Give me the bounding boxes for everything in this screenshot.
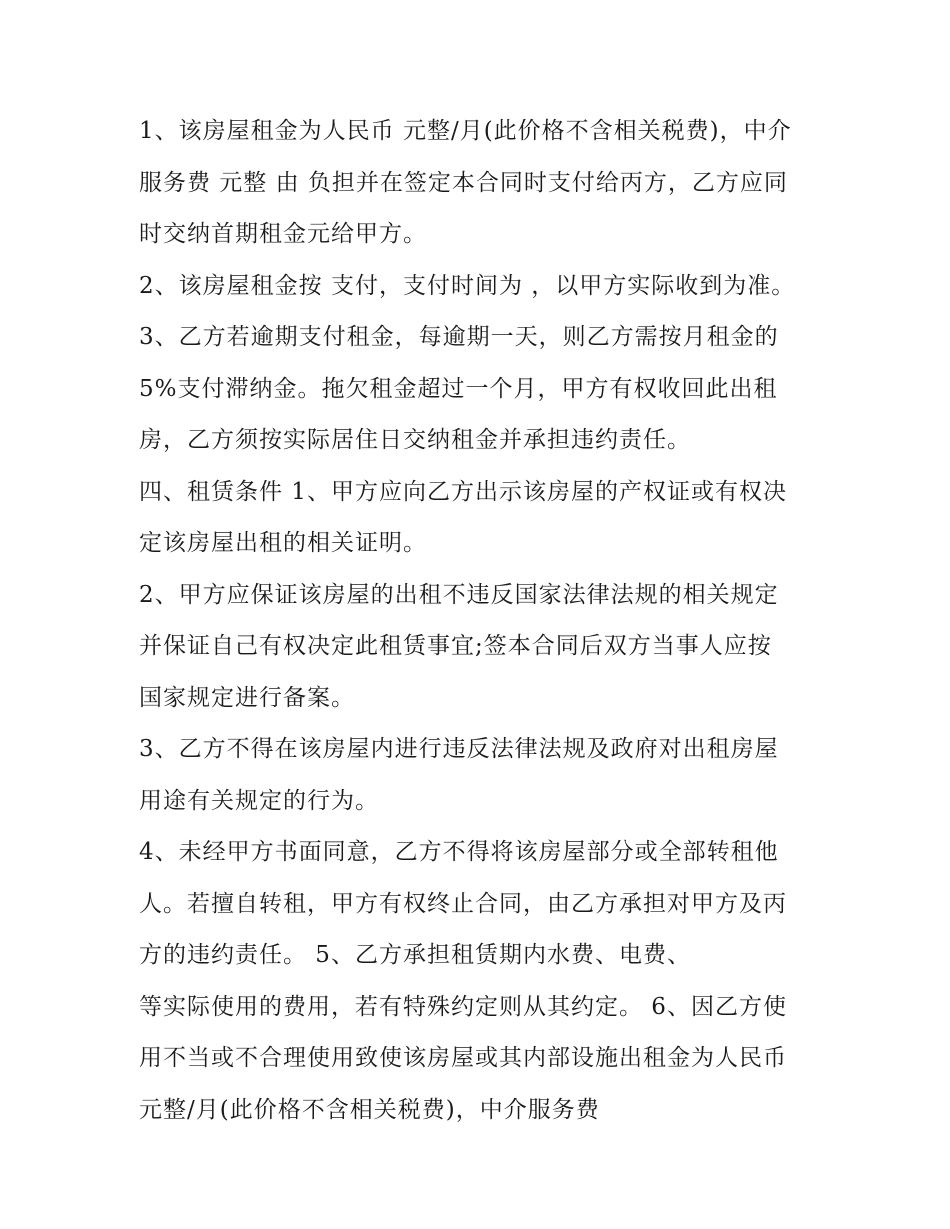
text-line: 等实际使用的费用，若有特殊约定则从其约定。 6、因乙方使 bbox=[139, 993, 787, 1020]
text-line: 并保证自己有权决定此租赁事宜;签本合同后双方当事人应按 bbox=[139, 633, 772, 659]
text-line: 2、该房屋租金按 支付，支付时间为 ，以甲方实际收到为准。 bbox=[139, 272, 796, 299]
text-line: 元整/月(此价格不含相关税费)，中介服务费 bbox=[139, 1096, 600, 1123]
text-line: 时交纳首期租金元给甲方。 bbox=[139, 221, 427, 247]
text-line: 用途有关规定的行为。 bbox=[139, 787, 379, 814]
text-line: 房，乙方须按实际居住日交纳租金并承担违约责任。 bbox=[139, 427, 691, 453]
text-line: 4、未经甲方书面同意，乙方不得将该房屋部分或全部转租他 bbox=[139, 839, 779, 865]
text-line: 1、该房屋租金为人民币 元整/月(此价格不含相关税费)，中介 bbox=[139, 118, 792, 144]
text-line: 用不当或不合理使用致使该房屋或其内部设施出租金为人民币 bbox=[139, 1045, 787, 1071]
text-line: 3、乙方不得在该房屋内进行违反法律法规及政府对出租房屋 bbox=[139, 736, 779, 762]
text-line: 服务费 元整 由 负担并在签定本合同时支付给丙方，乙方应同 bbox=[139, 169, 788, 196]
text-line: 四、租赁条件 1、甲方应向乙方出示该房屋的产权证或有权决 bbox=[139, 478, 787, 505]
text-line: 人。若擅自转租，甲方有权终止合同，由乙方承担对甲方及丙 bbox=[139, 890, 787, 917]
text-line: 3、乙方若逾期支付租金，每逾期一天，则乙方需按月租金的 bbox=[139, 324, 779, 350]
document-body bbox=[139, 106, 819, 1136]
text-line: 定该房屋出租的相关证明。 bbox=[139, 530, 427, 556]
text-line: 5%支付滞纳金。拖欠租金超过一个月，甲方有权收回此出租 bbox=[139, 375, 778, 402]
text-line: 方的违约责任。 5、乙方承担租赁期内水费、电费、 bbox=[139, 942, 691, 968]
text-line: 2、甲方应保证该房屋的出租不违反国家法律法规的相关规定 bbox=[139, 581, 779, 608]
text-line: 国家规定进行备案。 bbox=[139, 684, 355, 711]
